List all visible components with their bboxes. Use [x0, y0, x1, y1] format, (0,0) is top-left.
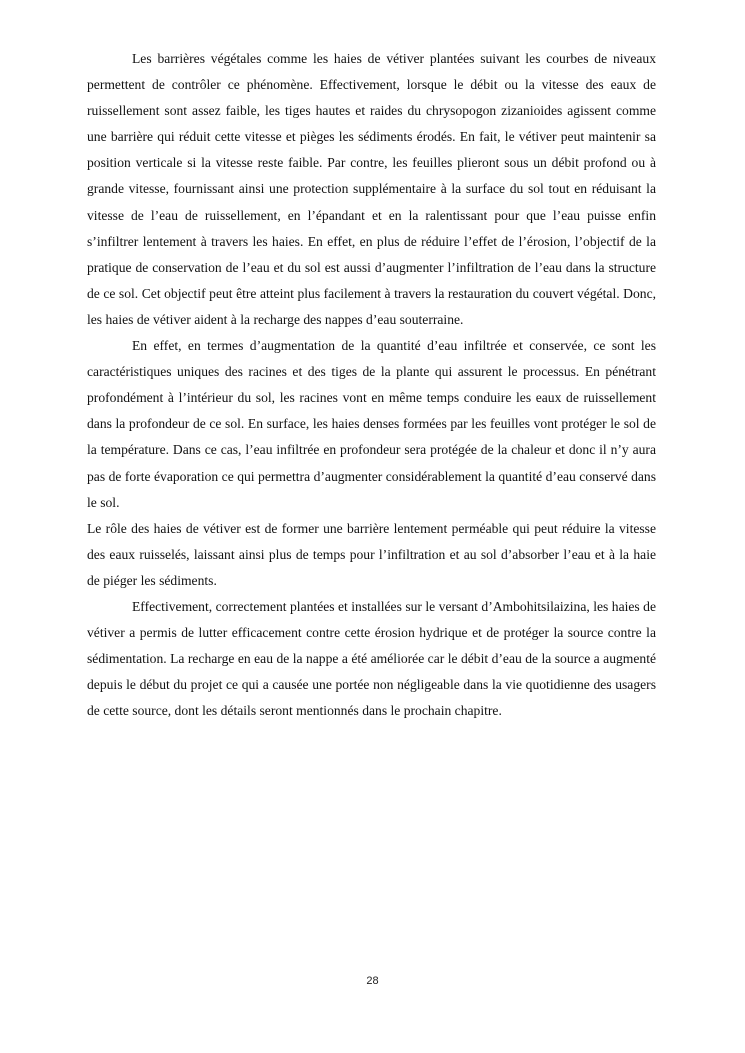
document-body — [87, 46, 656, 724]
page-number: 28 — [366, 975, 379, 987]
paragraph-hedge-role: Le rôle des haies de vétiver est de former une barrière lentement perméable qui peut réduire la vitesse des eaux ruisselés, laissant ainsi plus de temps pour l’infiltration et au sol d’absorber l’eau et à la haie de piéger les sédiments. — [87, 520, 656, 588]
paragraph-vetiver-barriers: Les barrières végétales comme les haies de vétiver plantées suivant les courbes de niveaux permettent de contrôler ce phénomène. Effectivement, lorsque le débit ou la vitesse des eaux de ruissellement sont assez faible, les tiges hautes et raides du chrysopogon zizanioides agissent comme une barrière qui réduit cette vitesse et pièges les sédiments érodés. En fait, le vétiver peut maintenir sa position verticale si la vitesse reste faible. Par contre, les feuilles plieront sous un débit profond ou à grande vitesse, fournissant ainsi une protection supplémentaire à la surface du sol tout en réduisant la vitesse de l’eau de ruissellement, en l’épandant et en la ralentissant pour que l’eau puisse enfin s’infiltrer lentement à travers les haies. En effet, en plus de réduire l’effet de l’érosion, l’objectif de la pratique de conservation de l’eau et du sol est aussi d’augmenter l’infiltration de l’eau dans la structure de ce sol. Cet objectif peut être atteint plus facilement à travers la restauration du couvert végétal. Donc, les haies de vétiver aident à la recharge des nappes d’eau souterraine. — [87, 51, 656, 327]
paragraph-water-infiltration: En effet, en termes d’augmentation de la quantité d’eau infiltrée et conservée, ce sont les caractéristiques uniques des racines et des tiges de la plante qui assurent le processus. En pénétrant profondément à l’intérieur du sol, les racines vont en même temps conduire les eaux de ruissellement dans la profondeur de ce sol. En surface, les haies denses formées par les feuilles vont protéger le sol de la température. Dans ce cas, l’eau infiltrée en profondeur sera protégée de la chaleur et donc il n’y aura pas de forte évaporation ce qui permettra d’augmenter considérablement la quantité d’eau conservé dans le sol. — [87, 338, 656, 510]
paragraph-ambohitsilaizina: Effectivement, correctement plantées et installées sur le versant d’Ambohitsilaizina, les haies de vétiver a permis de lutter efficacement contre cette érosion hydrique et de protéger la source contre la sédimentation. La recharge en eau de la nappe a été améliorée car le débit d’eau de la source a augmenté depuis le début du projet ce qui a causée une portée non négligeable dans la vie quotidienne des usagers de cette source, dont les détails seront mentionnés dans le prochain chapitre. — [87, 598, 656, 719]
